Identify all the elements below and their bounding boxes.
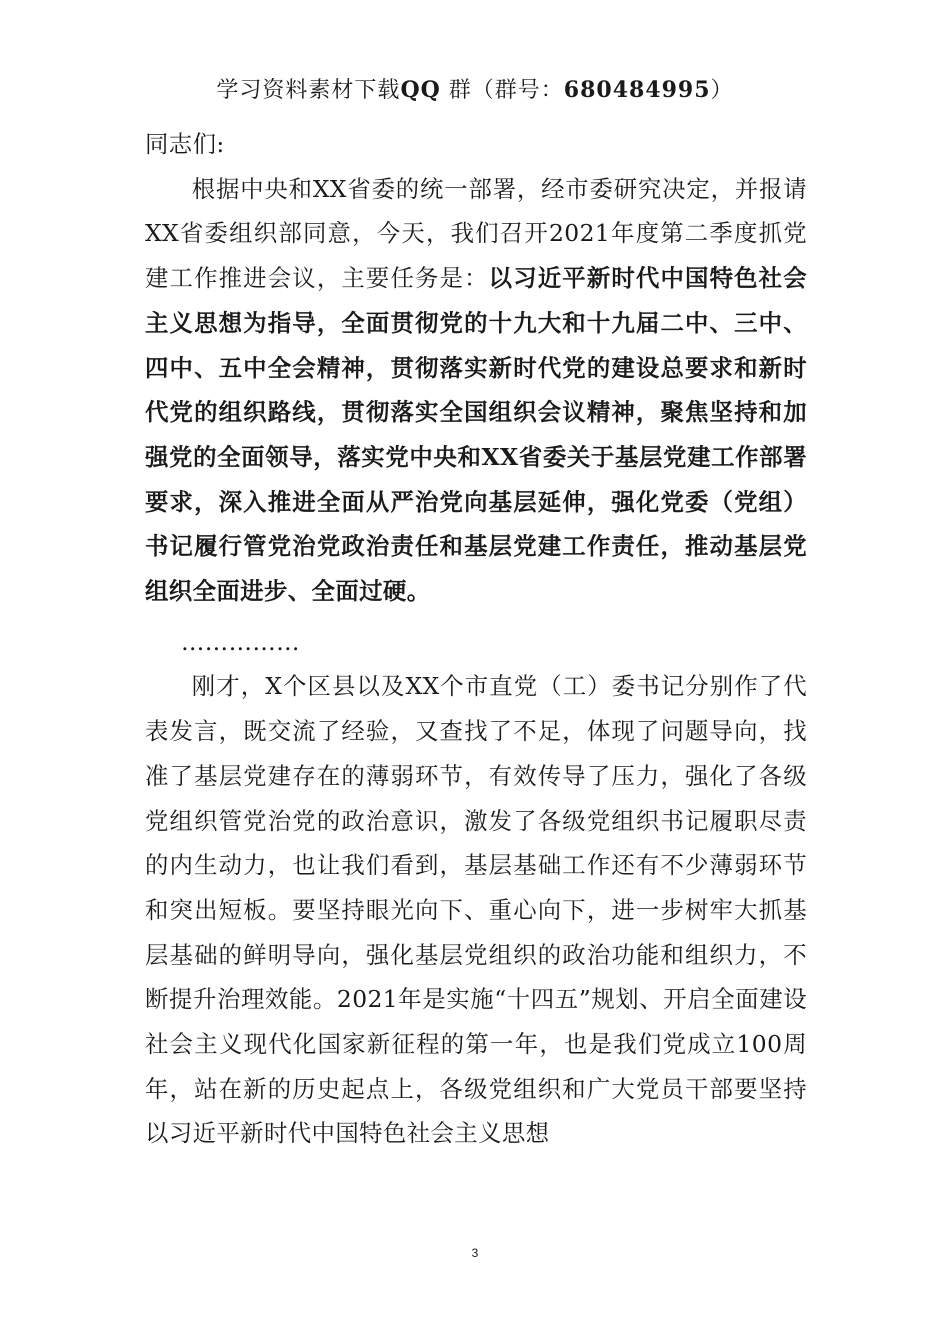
page-header	[0, 70, 950, 111]
header-prefix: 学习资料素材下载	[216, 78, 401, 103]
header-group: 群（群号：	[440, 78, 564, 103]
header-group-number: 680484995	[563, 77, 711, 103]
ellipsis: ……………	[181, 627, 300, 656]
page-number: 3	[471, 1246, 479, 1260]
paragraph-1-bold: 以习近平新时代中国特色社会主义思想为指导，全面贯彻党的十九大和十九届二中、三中、四中、五中全会精神，贯彻落实新时代党的建设总要求和新时代党的组织路线，贯彻落实全国组织会议精神，聚焦坚持和加强党的全面领导，落实党中央和XX省委关于基层党建工作部署要求，深入推进全面从严治党向基层延伸，强化党委（党组）书记履行管党治党政治责任和基层党建工作责任，推动基层党组织全面进步、全面过硬。	[145, 264, 807, 606]
header-qq: QQ	[400, 77, 441, 103]
header-suffix: ）	[710, 78, 734, 103]
paragraph-2: 刚才，X个区县以及XX个市直党（工）委书记分别作了代表发言，既交流了经验，又查找了不足，体现了问题导向，找准了基层党建存在的薄弱环节，有效传导了压力，强化了各级党组织管党治党的政治意识，激发了各级党组织书记履职尽责的内生动力，也让我们看到，基层基础工作还有不少薄弱环节和突出短板。要坚持眼光向下、重心向下，进一步树牢大抓基层基础的鲜明导向，强化基层党组织的政治功能和组织力，不断提升治理效能。2021年是实施“十四五”规划、开启全面建设社会主义现代化国家新征程的第一年，也是我们党成立100周年，站在新的历史起点上，各级党组织和广大党员干部要坚持以习近平新时代中国特色社会主义思想	[145, 672, 807, 1148]
paragraph-1	[145, 167, 807, 614]
paragraph-1-normal: 根据中央和XX省委的统一部署，经市委研究决定，并报请XX省委组织部同意，今天，我们召开2021年度第二季度抓党建工作推进会议，主要任务是：	[145, 174, 807, 293]
document-body	[145, 122, 807, 1156]
salutation: 同志们:	[145, 130, 225, 158]
